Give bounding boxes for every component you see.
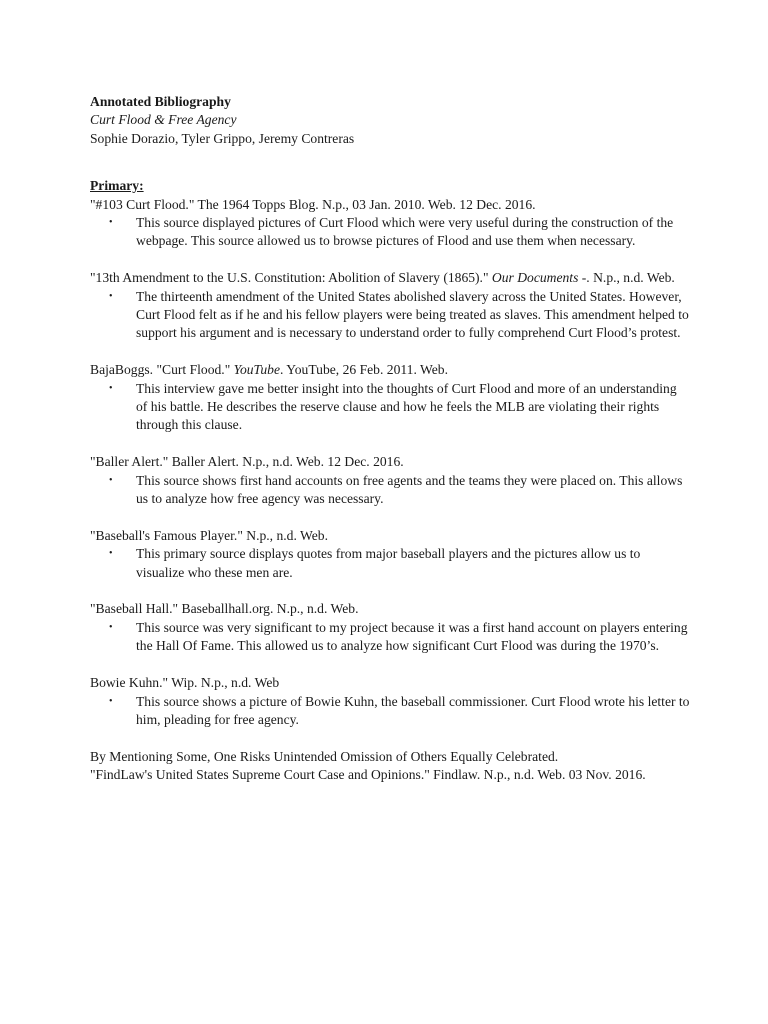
header-spacer: [90, 148, 690, 177]
document-page: [90, 93, 690, 785]
annotation-item: [109, 214, 690, 251]
annotation-text: This interview gave me better insight into the thoughts of Curt Flood and more of an understanding of his battle. He describes the reserve clause and how he feels the MLB are violating their rights through this clause.: [136, 380, 677, 433]
citation-source-title: Our Documents: [491, 270, 579, 286]
citation-text: Bowie Kuhn." Wip. N.p., n.d. Web: [90, 675, 280, 691]
bullet-icon: •: [109, 290, 113, 302]
closing-line-1: By Mentioning Some, One Risks Unintended Omission of Others Equally Celebrated.: [90, 748, 559, 764]
citation-text: "Baseball's Famous Player." N.p., n.d. Web.: [90, 527, 328, 543]
annotation-list: [90, 380, 690, 435]
bibliography-entries: [90, 196, 690, 730]
bullet-icon: •: [109, 621, 113, 633]
annotation-text: The thirteenth amendment of the United States abolished slavery across the United States. However, Curt Flood felt as if he and his fellow players were being treated as slaves. This amendment helped to support his argument and is necessary to understand order to fully comprehend Curt Flood’s protest.: [136, 288, 689, 341]
annotation-item: [109, 693, 690, 730]
bullet-icon: •: [109, 695, 113, 707]
annotation-list: [90, 545, 690, 582]
annotation-item: [109, 472, 690, 509]
citation: [90, 269, 690, 287]
citation: [90, 674, 690, 692]
bibliography-entry: [90, 674, 690, 729]
annotation-list: [90, 472, 690, 509]
citation-text-tail: . YouTube, 26 Feb. 2011. Web.: [280, 362, 448, 378]
citation-text: "Baller Alert." Baller Alert. N.p., n.d. Web. 12 Dec. 2016.: [90, 454, 404, 470]
annotation-item: [109, 380, 690, 435]
annotation-item: [109, 288, 690, 343]
annotation-list: [90, 288, 690, 343]
citation: [90, 600, 690, 618]
citation-text: BajaBoggs. "Curt Flood.": [90, 362, 234, 378]
citation-text: "13th Amendment to the U.S. Constitution: Abolition of Slavery (1865).": [90, 270, 492, 286]
annotation-text: This source shows a picture of Bowie Kuhn, the baseball commissioner. Curt Flood wrote his letter to him, pleading for free agency.: [136, 693, 690, 727]
bullet-icon: •: [109, 474, 113, 486]
annotation-text: This source displayed pictures of Curt Flood which were very useful during the construction of the webpage. This source allowed us to browse pictures of Flood and use them when necessary.: [136, 215, 674, 249]
document-subtitle: Curt Flood & Free Agency: [90, 112, 237, 128]
bullet-icon: •: [109, 382, 113, 394]
bibliography-entry: [90, 196, 690, 251]
citation-text: "#103 Curt Flood." The 1964 Topps Blog. N.p., 03 Jan. 2010. Web. 12 Dec. 2016.: [90, 196, 536, 212]
bibliography-entry: [90, 453, 690, 508]
bibliography-entry: [90, 527, 690, 582]
citation-text-tail: -. N.p., n.d. Web.: [578, 270, 675, 286]
annotation-item: [109, 619, 690, 656]
citation-source-title: YouTube: [233, 362, 280, 378]
annotation-list: [90, 214, 690, 251]
annotation-list: [90, 693, 690, 730]
bibliography-entry: [90, 600, 690, 655]
annotation-text: This primary source displays quotes from major baseball players and the pictures allow us to visualize who these men are.: [136, 546, 641, 580]
citation: [90, 453, 690, 471]
bibliography-entry: [90, 269, 690, 343]
bibliography-entry: [90, 361, 690, 435]
section-heading-primary: Primary:: [90, 178, 144, 194]
citation: [90, 527, 690, 545]
annotation-text: This source was very significant to my project because it was a first hand account on players entering the Hall Of Fame. This allowed us to analyze how significant Curt Flood was during the 1970’s.: [136, 619, 688, 654]
closing-line-2: "FindLaw's United States Supreme Court Case and Opinions." Findlaw. N.p., n.d. Web. 03 Nov. 2016.: [90, 767, 646, 783]
citation: [90, 196, 690, 214]
annotation-item: [109, 545, 690, 582]
document-title: Annotated Bibliography: [90, 94, 231, 109]
bullet-icon: •: [109, 548, 113, 560]
citation-text: "Baseball Hall." Baseballhall.org. N.p., n.d. Web.: [90, 601, 359, 617]
annotation-list: [90, 619, 690, 656]
document-authors: Sophie Dorazio, Tyler Grippo, Jeremy Contreras: [90, 130, 355, 146]
bullet-icon: •: [109, 217, 113, 229]
annotation-text: This source shows first hand accounts on free agents and the teams they were placed on. This allows us to analyze how free agency was necessary.: [136, 472, 683, 507]
citation: [90, 361, 690, 379]
